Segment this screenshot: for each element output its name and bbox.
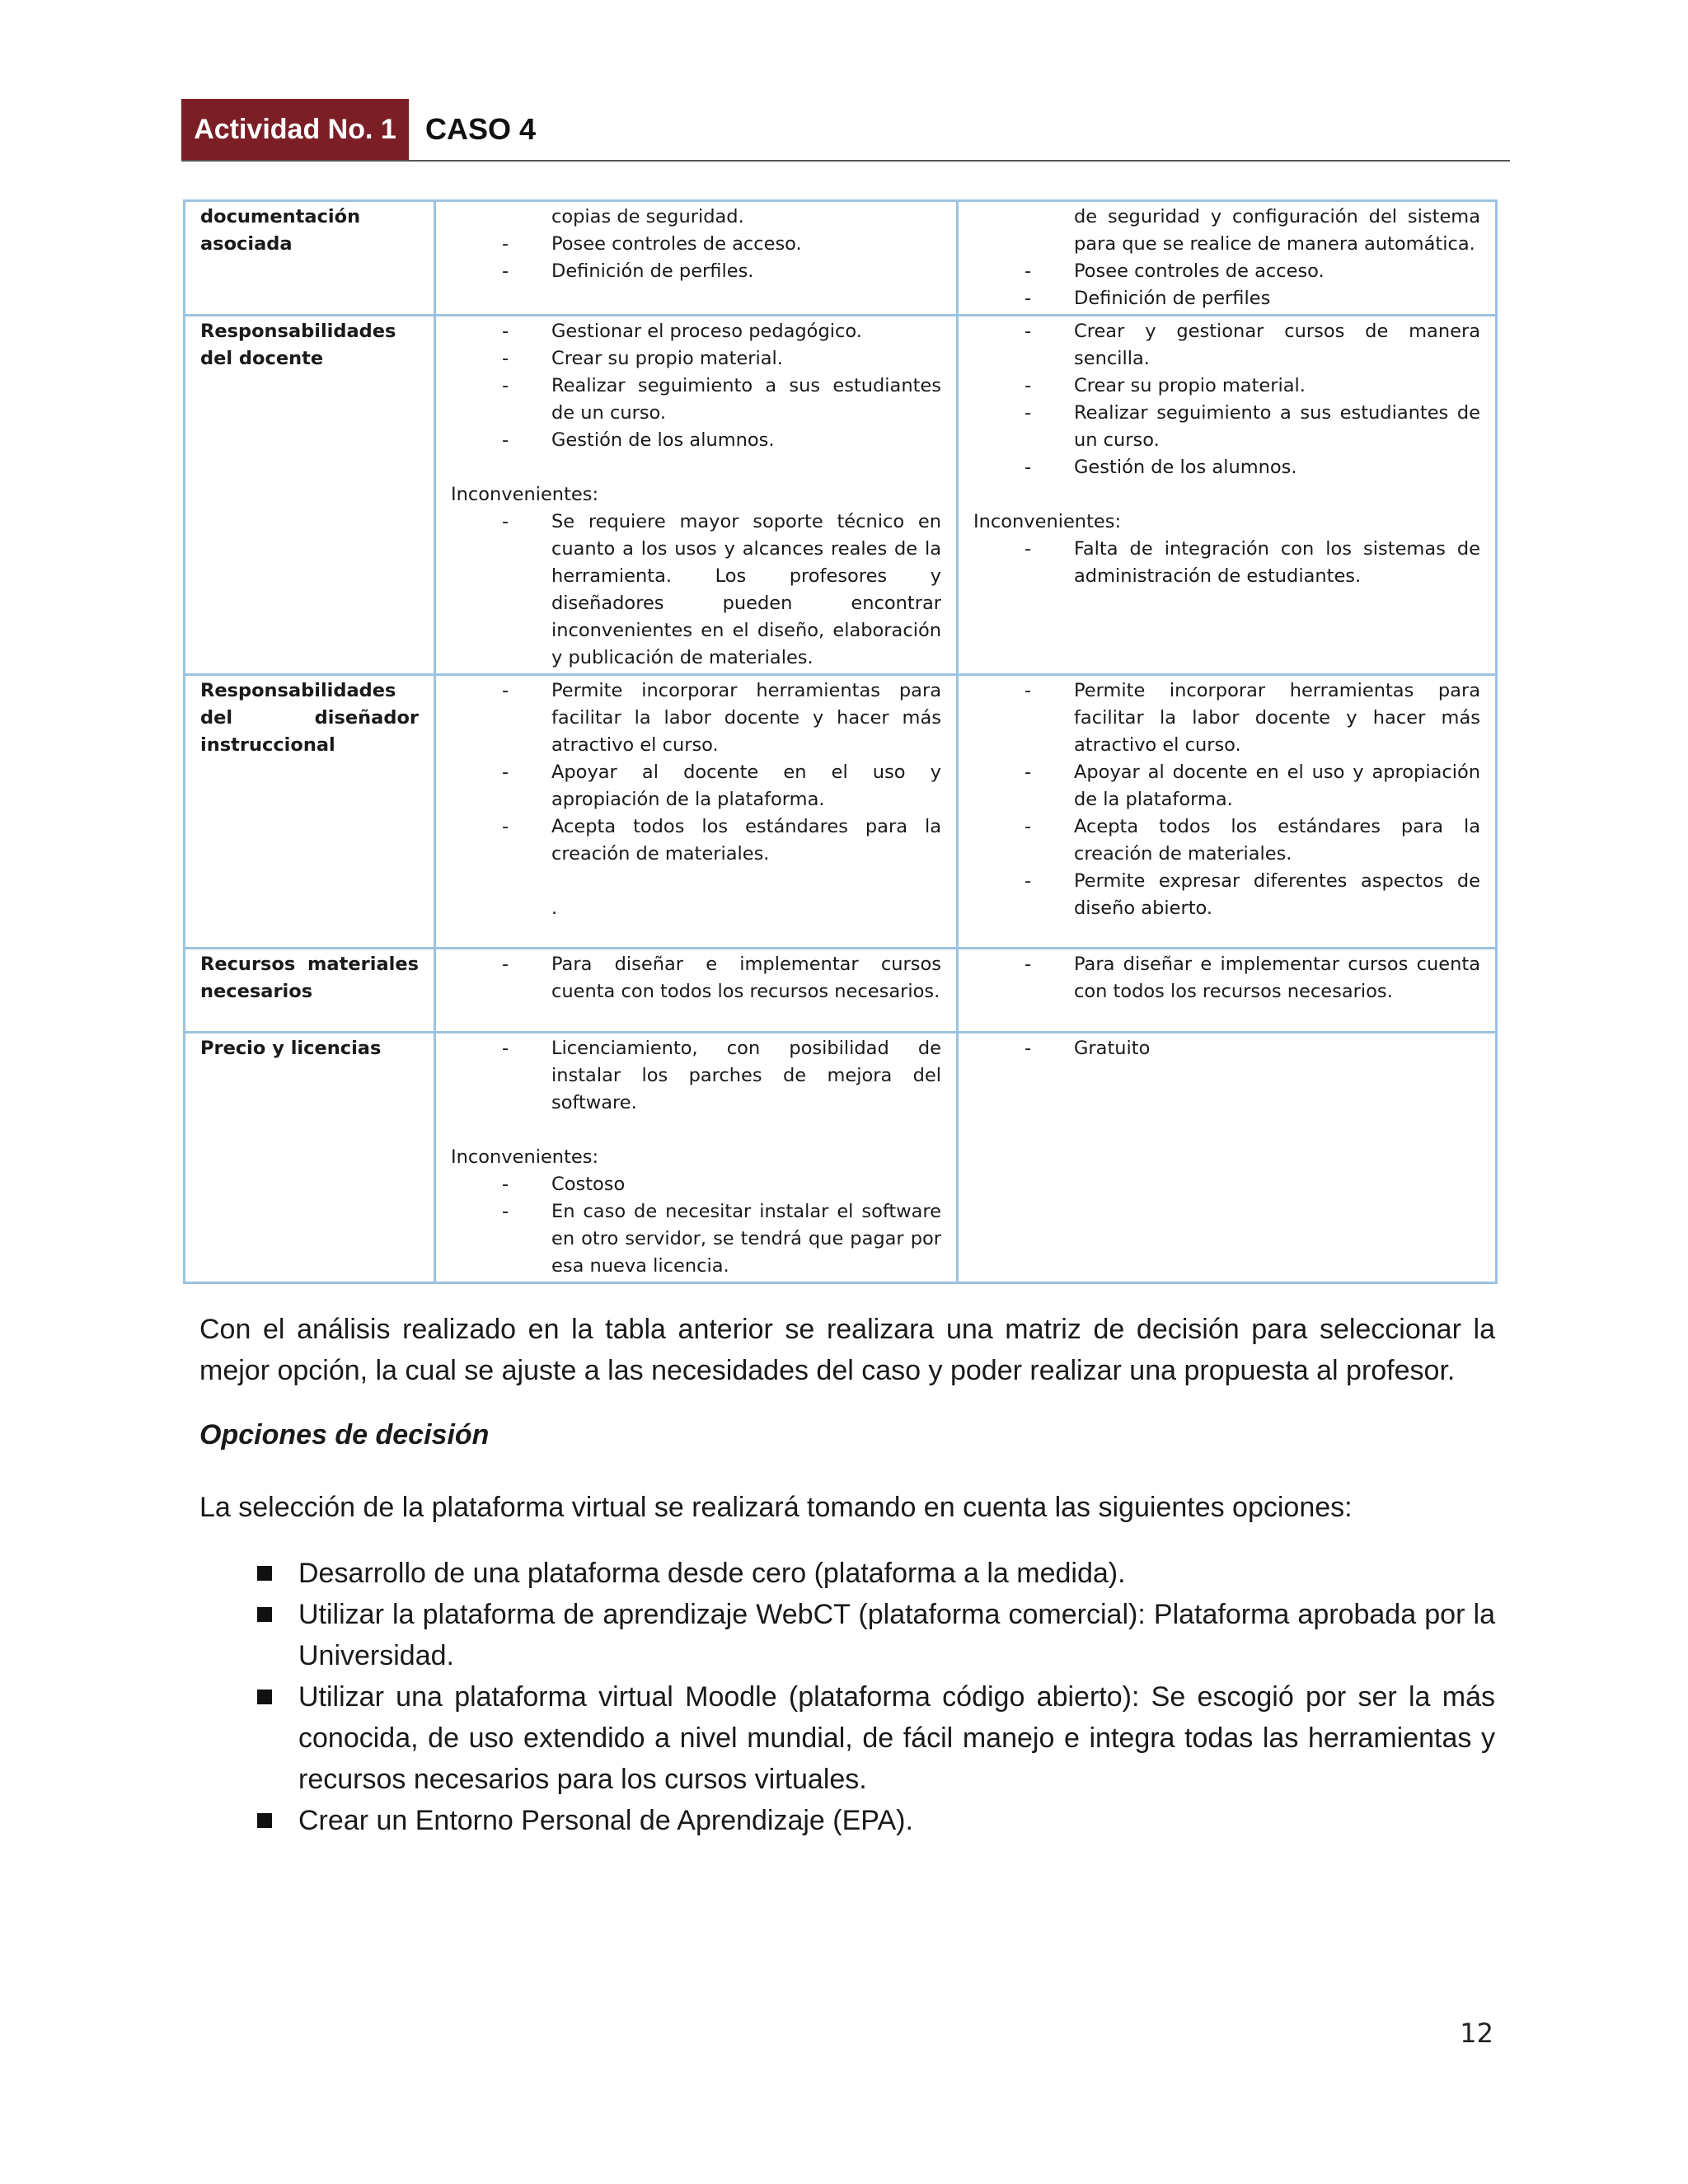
platform-a-cell bbox=[435, 1033, 958, 1283]
item-list bbox=[451, 231, 941, 285]
drawbacks-label: Inconvenientes: bbox=[451, 1146, 599, 1168]
case-title: CASO 4 bbox=[425, 112, 537, 146]
continued-text: de seguridad y configuración del sistema para que se realice de manera automática. bbox=[1074, 206, 1480, 255]
activity-tag: Actividad No. 1 bbox=[181, 99, 409, 160]
list-item: - Posee controles de acceso. bbox=[973, 258, 1480, 285]
list-item: - Se requiere mayor soporte técnico en cuanto a los usos y alcances reales de la herramienta. Los profesores y diseñadores pueden encontrar inconvenientes en el diseño, elaboración y publicación de materiales. bbox=[451, 509, 941, 672]
square-bullet-icon bbox=[257, 1566, 272, 1581]
drawbacks-label: Inconvenientes: bbox=[451, 484, 599, 505]
list-item: - Gratuito bbox=[973, 1035, 1480, 1062]
platform-b-cell bbox=[958, 675, 1497, 949]
option-item bbox=[257, 1553, 1495, 1594]
row-label: Precio y licencias bbox=[185, 1033, 435, 1283]
list-item: - Acepta todos los estándares para la creación de materiales. bbox=[451, 813, 941, 868]
list-item: - Realizar seguimiento a sus estudiantes de un curso. bbox=[973, 400, 1480, 454]
item-list bbox=[973, 677, 1480, 922]
comparison-table bbox=[183, 199, 1498, 1284]
item-list bbox=[451, 318, 941, 454]
option-text: Utilizar la plataforma de aprendizaje WebCT (plataforma comercial): Plataforma aprobada por la Universidad. bbox=[298, 1599, 1495, 1671]
option-text: Crear un Entorno Personal de Aprendizaje (EPA). bbox=[298, 1805, 913, 1836]
list-item: - Para diseñar e implementar cursos cuenta con todos los recursos necesarios. bbox=[451, 951, 941, 1005]
row-label: Responsabilidades del docente bbox=[185, 316, 435, 675]
list-item: - Falta de integración con los sistemas de administración de estudiantes. bbox=[973, 536, 1480, 590]
page-number: 12 bbox=[1460, 2018, 1493, 2049]
platform-b-cell bbox=[958, 1033, 1497, 1283]
list-item: - Crear y gestionar cursos de manera sencilla. bbox=[973, 318, 1480, 373]
list-item: - Permite expresar diferentes aspectos de diseño abierto. bbox=[973, 868, 1480, 922]
list-item: - Para diseñar e implementar cursos cuenta con todos los recursos necesarios. bbox=[973, 951, 1480, 1005]
platform-a-cell bbox=[435, 316, 958, 675]
table-row bbox=[185, 1033, 1497, 1283]
platform-b-cell bbox=[958, 949, 1497, 1033]
square-bullet-icon bbox=[257, 1690, 272, 1704]
drawbacks-list bbox=[973, 536, 1480, 590]
item-list bbox=[451, 677, 941, 868]
option-text: Utilizar una plataforma virtual Moodle (plataforma código abierto): Se escogió por ser la más conocida, de uso extendido a nivel mundial, de fácil manejo e integra todas las herramientas y recursos necesarios para los cursos virtuales. bbox=[298, 1681, 1495, 1795]
row-label: Responsabilidades del diseñador instruccional bbox=[185, 675, 435, 949]
list-item: - Apoyar al docente en el uso y apropiación de la plataforma. bbox=[451, 759, 941, 813]
list-item: - Permite incorporar herramientas para facilitar la labor docente y hacer más atractivo el curso. bbox=[451, 677, 941, 759]
option-text: Desarrollo de una plataforma desde cero (plataforma a la medida). bbox=[298, 1558, 1126, 1589]
list-item: - Licenciamiento, con posibilidad de instalar los parches de mejora del software. bbox=[451, 1035, 941, 1117]
list-item: - Permite incorporar herramientas para facilitar la labor docente y hacer más atractivo el curso. bbox=[973, 677, 1480, 759]
platform-a-cell bbox=[435, 949, 958, 1033]
platform-a-cell bbox=[435, 201, 958, 316]
item-list bbox=[451, 1035, 941, 1117]
options-list bbox=[257, 1553, 1495, 1841]
option-item bbox=[257, 1594, 1495, 1676]
list-item: - Gestión de los alumnos. bbox=[973, 454, 1480, 481]
item-list bbox=[973, 318, 1480, 481]
table-row bbox=[185, 675, 1497, 949]
analysis-paragraph: Con el análisis realizado en la tabla anterior se realizara una matriz de decisión para seleccionar la mejor opción, la cual se ajuste a las necesidades del caso y poder realizar una propuesta al profesor. bbox=[199, 1314, 1495, 1386]
platform-a-cell bbox=[435, 675, 958, 949]
item-list bbox=[973, 1035, 1480, 1062]
list-item: - Posee controles de acceso. bbox=[451, 231, 941, 258]
section-heading: Opciones de decisión bbox=[199, 1419, 490, 1451]
option-item bbox=[257, 1676, 1495, 1800]
list-item: - Gestionar el proceso pedagógico. bbox=[451, 318, 941, 345]
intro-paragraph: La selección de la plataforma virtual se realizará tomando en cuenta las siguientes opciones: bbox=[199, 1492, 1353, 1523]
list-item: - Acepta todos los estándares para la creación de materiales. bbox=[973, 813, 1480, 868]
item-list bbox=[973, 951, 1480, 1005]
list-item: - Costoso bbox=[451, 1171, 941, 1198]
table-row bbox=[185, 201, 1497, 316]
platform-b-cell bbox=[958, 316, 1497, 675]
list-item: - Crear su propio material. bbox=[451, 345, 941, 373]
drawbacks-list bbox=[451, 1171, 941, 1280]
square-bullet-icon bbox=[257, 1607, 272, 1622]
item-list bbox=[973, 258, 1480, 312]
list-item: - Gestión de los alumnos. bbox=[451, 427, 941, 454]
square-bullet-icon bbox=[257, 1813, 272, 1828]
trailing-mark: . bbox=[551, 898, 558, 919]
option-item bbox=[257, 1800, 1495, 1841]
drawbacks-list bbox=[451, 509, 941, 672]
table-row bbox=[185, 949, 1497, 1033]
list-item: - Definición de perfiles. bbox=[451, 258, 941, 285]
list-item: - Definición de perfiles bbox=[973, 285, 1480, 312]
drawbacks-label: Inconvenientes: bbox=[973, 511, 1122, 532]
row-label: Recursos materiales necesarios bbox=[185, 949, 435, 1033]
list-item: - Crear su propio material. bbox=[973, 373, 1480, 400]
list-item: - Apoyar al docente en el uso y apropiación de la plataforma. bbox=[973, 759, 1480, 813]
table-row bbox=[185, 316, 1497, 675]
list-item: - En caso de necesitar instalar el software en otro servidor, se tendrá que pagar por esa nueva licencia. bbox=[451, 1198, 941, 1280]
item-list bbox=[451, 951, 941, 1005]
list-item: - Realizar seguimiento a sus estudiantes de un curso. bbox=[451, 373, 941, 427]
platform-b-cell bbox=[958, 201, 1497, 316]
row-label: documentación asociada bbox=[185, 201, 435, 316]
page-header bbox=[181, 99, 1510, 162]
continued-text: copias de seguridad. bbox=[551, 206, 744, 227]
